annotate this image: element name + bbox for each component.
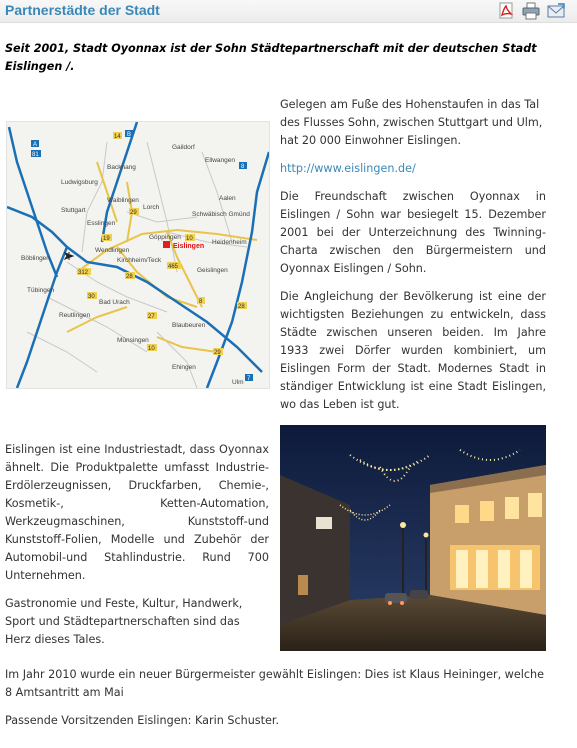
location-paragraph: Gelegen am Fuße des Hohenstaufen in das Tal des Flusses Sohn, zwischen Stuttgart und Ulm, hat 20 000 Einwohner Eislingen.: [280, 98, 543, 147]
map-label: Ellwangen: [205, 157, 235, 164]
road-badge-label: 81: [32, 152, 39, 158]
map-label: Waiblingen: [107, 197, 139, 204]
map-label: Böblingen: [21, 255, 50, 262]
road-badge-label: 7: [247, 376, 251, 382]
map-marker: [163, 241, 170, 248]
road-badge-label: 10: [148, 346, 155, 352]
map-label: Bad Urach: [99, 299, 130, 306]
map-label: Aalen: [219, 195, 236, 202]
road-badge-label: 19: [103, 236, 110, 242]
map-label: Esslingen: [87, 220, 116, 227]
pdf-icon[interactable]: [496, 2, 516, 20]
intro-text: Seit 2001, Stadt Oyonnax ist der Sohn Städtepartnerschaft mit der deutschen Stadt Eislingen /.: [5, 42, 537, 73]
print-icon[interactable]: [521, 2, 541, 20]
culture-paragraph: Gastronomie und Feste, Kultur, Handwerk, Sport und Städtepartnerschaften sind das Herz dieses Tales.: [5, 597, 243, 646]
road-badge-label: 14: [114, 134, 121, 140]
road-badge-label: A: [33, 142, 38, 148]
left-column: [5, 441, 269, 659]
map-label-highlight: Eislingen: [173, 243, 205, 250]
page-title: Partnerstädte der Stadt: [5, 2, 160, 18]
map-label: Ulm: [232, 379, 244, 386]
map-label: Backnang: [107, 164, 136, 171]
road-badge-label: B: [127, 132, 132, 138]
city-website-link[interactable]: http://www.eislingen.de/: [280, 162, 416, 175]
road-badge-label: 8: [199, 299, 203, 305]
friendship-paragraph: Die Freundschaft zwischen Oyonnax in Eislingen / Sohn war besiegelt 15. Dezember 2001 bei der Unterzeichnung des Twinning-Charta zwischen den Bürgermeistern und Oyonnax Eislingen / Sohn.: [280, 190, 546, 275]
map-label: Kirchheim/Teck: [117, 257, 162, 264]
page-header: [0, 0, 577, 23]
region-map-graphic: [7, 122, 269, 388]
road-badge-label: 29: [214, 350, 221, 356]
map-label: Tübingen: [27, 287, 55, 294]
road-badge-label: 8: [241, 164, 245, 170]
map-label: Heidenheim: [212, 239, 247, 246]
street-photo-graphic: [280, 425, 546, 651]
street-photo: [280, 425, 546, 651]
road-badge-label: 10: [186, 236, 193, 242]
map-label: Schwäbisch Gmünd: [192, 211, 250, 218]
map-label: Münsingen: [117, 337, 149, 344]
map-label: Blaubeuren: [172, 322, 206, 329]
map-label: Gaildorf: [172, 144, 195, 151]
map-label: Geislingen: [197, 267, 228, 274]
chair-paragraph: Passende Vorsitzenden Eislingen: Karin Schuster.: [5, 714, 280, 727]
industry-paragraph: Eislingen ist eine Industriestadt, dass Oyonnax ähnelt. Die Produktpalette umfasst Industrie-Erdölerzeugnissen, Druckfarben, Chemie-, Kosmetik-, Ketten-Automation, Werkzeugmaschinen, Kunststoff-und Kunststoff-Folien, Modelle und Zubehör der Automobil-und Stahlindustrie. Rund 700 Unternehmen.: [5, 443, 269, 582]
map-label: Ludwigsburg: [61, 179, 98, 186]
road-badge-label: 28: [238, 304, 245, 310]
map-label: Reutlingen: [59, 312, 91, 319]
map-label: Stuttgart: [61, 207, 86, 214]
road-badge-label: 30: [88, 294, 95, 300]
right-column: [280, 96, 546, 424]
history-paragraph: Die Angleichung der Bevölkerung ist eine der wichtigsten Beziehungen zu entwickeln, dass Städte zwischen unseren beiden. Im Jahre 1933 zwei Dörfer wurden kombiniert, um Eislingen Form der Stadt. Modernes Stadt in ständiger Entwicklung ist eine Stadt Eislingen, wo das Leben ist gut.: [280, 290, 546, 411]
road-badge-label: 27: [148, 314, 155, 320]
road-badge-label: 28: [126, 274, 133, 280]
region-map: [6, 121, 270, 389]
map-label: Lorch: [143, 204, 160, 211]
map-label: Wendlingen: [95, 247, 130, 254]
map-label: Ehingen: [172, 364, 196, 371]
road-badge-label: 29: [130, 210, 137, 216]
road-badge-label: 465: [168, 264, 179, 270]
mayor-paragraph: Im Jahr 2010 wurde ein neuer Bürgermeister gewählt Eislingen: Dies ist Klaus Heininger, welche 8 Amtsantritt am Mai: [5, 668, 544, 699]
road-badge-label: 312: [78, 270, 89, 276]
email-icon[interactable]: [546, 2, 566, 20]
city-link-paragraph: [280, 160, 546, 178]
map-label: Göppingen: [149, 234, 181, 241]
